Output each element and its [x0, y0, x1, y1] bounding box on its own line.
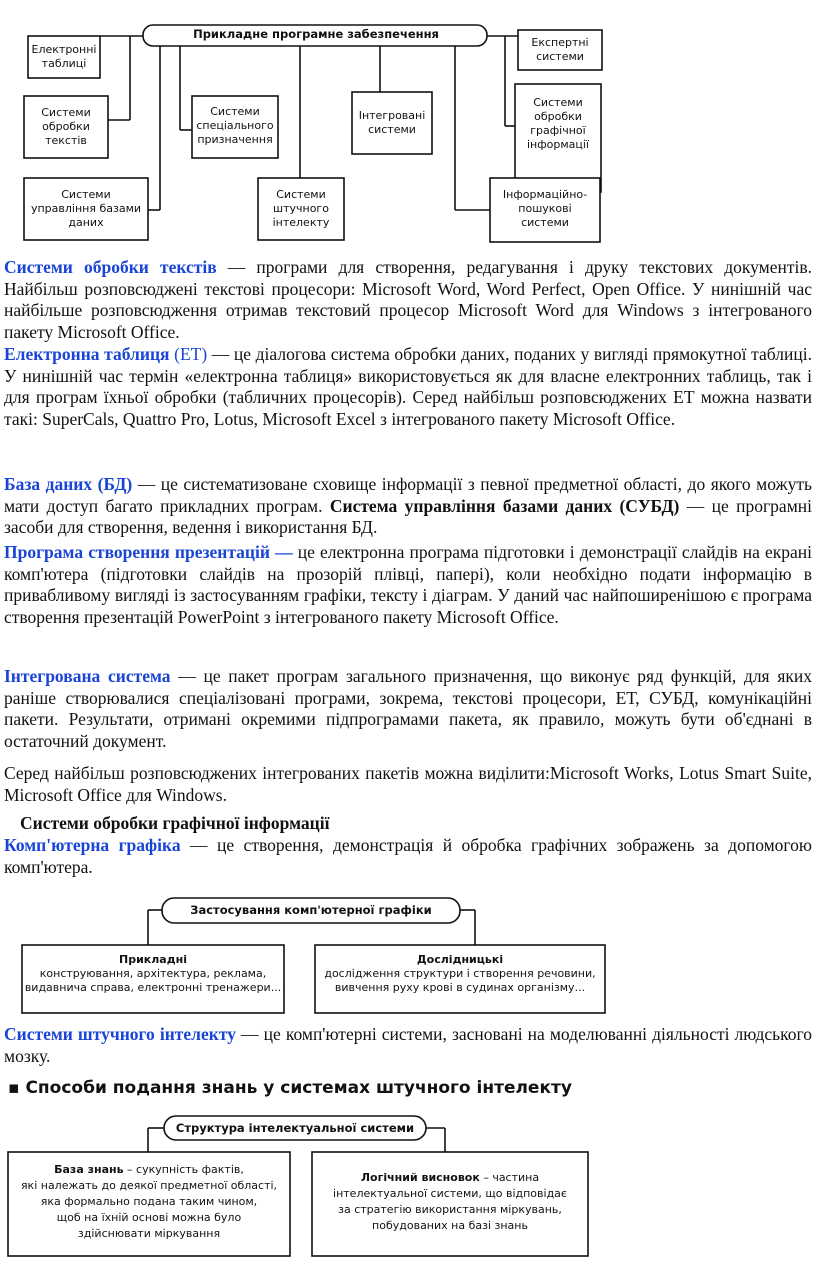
box-line: Системи: [276, 188, 326, 201]
box-title: Прикладні: [119, 953, 187, 966]
term-presentation: Програма створення презентацій —: [4, 542, 293, 562]
paragraph-body: — це пакет програм загального призначення, що виконує ряд функцій, для яких раніше створювалися спеціалізовані програми, зокрема, текстові процесори, ЕТ, СУБД, комунікаційні пакети. Результати, отримані окремими підпрограмами пакета, як правило, можуть бути об'єднані в остаточний документ.: [4, 666, 812, 751]
box-line: – частина: [479, 1171, 540, 1184]
box-line: Експертні: [531, 36, 589, 49]
box-line: конструювання, архітектура, реклама,: [39, 967, 267, 980]
box-line: системи: [368, 123, 416, 136]
section-heading-graphics: Системи обробки графічної інформації: [20, 813, 330, 833]
box-line: графічної: [530, 124, 586, 137]
diagram3-title: Структура інтелектуальної системи: [175, 1121, 415, 1135]
term-text-systems: Системи обробки текстів: [4, 257, 217, 277]
box-title: Логічний висновок: [360, 1171, 480, 1184]
box-line: щоб на їхній основі можна було: [56, 1211, 242, 1224]
box-line: Системи: [210, 105, 260, 118]
box-line: штучного: [273, 202, 329, 215]
box-line: інформації: [526, 138, 589, 151]
box-logical-inference: [316, 1170, 584, 1234]
diagram1-title: Прикладне програмне забезпечення: [193, 27, 439, 41]
box-line: яка формально подана таким чином,: [40, 1195, 258, 1208]
box-line: Електронні: [31, 43, 97, 56]
box-line: Системи: [61, 188, 111, 201]
box-line: видавнича справа, електронні тренажери...: [24, 981, 282, 994]
box-line: які належать до деякої предметної області,: [20, 1179, 278, 1192]
box-line: Системи: [41, 106, 91, 119]
term-integrated: Інтегрована система: [4, 666, 171, 686]
box-line: Системи: [533, 96, 583, 109]
box-line: управління базами: [30, 202, 142, 215]
box-line: побудованих на базі знань: [372, 1219, 528, 1232]
term-computer-graphics: Комп'ютерна графіка: [4, 835, 181, 855]
box-title: База знань: [54, 1163, 124, 1176]
paragraph-body: це електронна програма підготовки і демонстрації слайдів на екрані комп'ютера (підготовки слайдів на прозорій плівці, папері), коли необхідно подати інформацію в привабливому вигляді із застосуванням графіки, тексту і діаграм. У даний час найпоширенішою є програма створення презентацій PowerPoint з інтегрованого пакету Microsoft Office.: [4, 542, 812, 627]
box-line: системи: [521, 216, 569, 229]
box-line: обробки: [42, 120, 90, 133]
box-line: інтелекту: [272, 216, 330, 229]
paragraph-body: — це комп'ютерні системи, засновані на моделюванні діяльності людського мозку.: [4, 1024, 812, 1066]
box-line: текстів: [45, 134, 87, 147]
box-line: вивчення руху крові в судинах організму...: [334, 981, 586, 994]
paragraph-body: — програми для створення, редагування і друку текстових документів. Найбільш розповсюджені текстові процесори: Microsoft Word, Word Perfect, Open Office. У нинішній час найбільше розповсюдження отримав текстовий процесор Microsoft Word для Windows з інтегрованого пакету Microsoft Office.: [4, 257, 812, 342]
section-heading-knowledge: ▪ Способи подання знань у системах штучного інтелекту: [8, 1078, 572, 1098]
box-line: спеціального: [196, 119, 274, 132]
box-line: Інтегровані: [358, 109, 426, 122]
box-line: обробки: [534, 110, 582, 123]
box-line: системи: [536, 50, 584, 63]
term-database: База даних (БД): [4, 474, 133, 494]
box-title: Дослідницькі: [416, 953, 504, 966]
term-dbms: Система управління базами даних (СУБД): [329, 495, 680, 516]
term-ai: Системи штучного інтелекту: [4, 1024, 236, 1044]
box-line: пошукові: [518, 202, 572, 215]
paragraph-body: — це програмні засоби для створення, ведення і використання БД.: [4, 495, 812, 537]
box-line: дослідження структури і створення речовини,: [324, 967, 596, 980]
box-line: – сукупність фактів,: [123, 1163, 244, 1176]
box-line: інтелектуальної системи, що відповідає: [333, 1187, 567, 1200]
box-line: призначення: [197, 133, 273, 146]
paragraph-body: — це систематизоване сховище інформації з певної предметної області, до якого можуть мати доступ багато прикладних програм.: [4, 474, 812, 516]
box-knowledge-base: [12, 1162, 286, 1242]
paragraph-body: — це діалогова система обробки даних, поданих у вигляді прямокутної таблиці. У нинішній час термін «електронна таблиця» використовується як для власне електронних таблиць, так і для програм їхньої обробки (табличних процесорів). Серед найбільш розповсюджених ЕТ можна назвати такі: SuperCals, Quattro Pro, Lotus, Microsoft Excel з інтегрованого пакету Microsoft Office.: [4, 344, 812, 429]
term-spreadsheet: Електронна таблиця: [4, 344, 170, 364]
box-line: здійснювати міркування: [77, 1227, 221, 1240]
paragraph-body: Серед найбільш розповсюджених інтегрованих пакетів можна виділити:Microsoft Works, Lotus Smart Suite, Microsoft Office для Windows.: [4, 763, 812, 805]
term-spreadsheet-abbr: (ЕТ): [169, 344, 208, 364]
diagram2-title: Застосування комп'ютерної графіки: [190, 903, 432, 917]
paragraph-body: — це створення, демонстрація й обробка графічних зображень за допомогою комп'ютера.: [4, 835, 813, 877]
box-line: даних: [68, 216, 104, 229]
box-line: таблиці: [41, 57, 87, 70]
box-line: за стратегію використання міркувань,: [338, 1203, 562, 1216]
box-line: Інформаційно-: [502, 188, 588, 201]
